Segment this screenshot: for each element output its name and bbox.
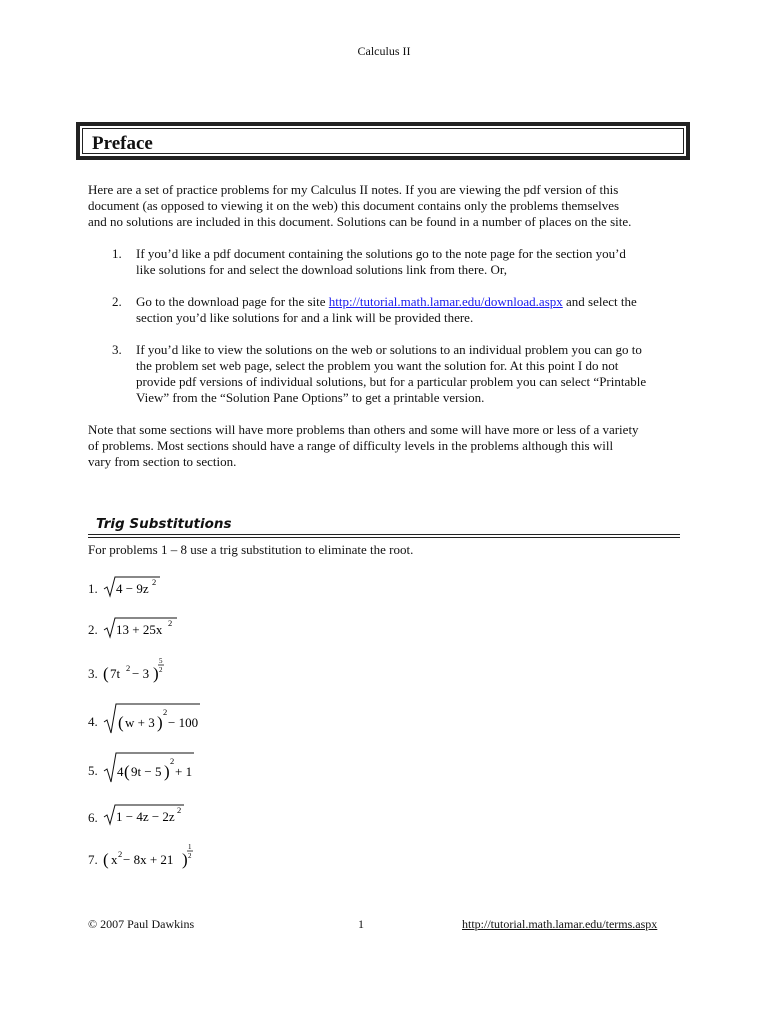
note-line: Note that some sections will have more problems than others and some will have more or less of a variety [88, 422, 639, 437]
download-link[interactable]: http://tutorial.math.lamar.edu/download.aspx [328, 294, 563, 309]
section-rule [88, 534, 680, 535]
problem-1-exponent: 2 [152, 577, 157, 587]
problem-number: 7. [88, 852, 98, 867]
problem-5-tail: + 1 [175, 764, 193, 779]
problem-7-exp-denominator: 2 [188, 852, 192, 860]
list-item-line: provide pdf versions of individual solutions, but for a particular problem you can select “Printable [136, 374, 647, 389]
list-item-line: like solutions for and select the download solutions link from there. Or, [136, 262, 507, 277]
problem-4-exponent: 2 [163, 707, 168, 717]
close-paren: ) [164, 762, 170, 781]
problem-2-radicand: 13 + 25x [116, 622, 163, 637]
intro-line: document (as opposed to viewing it on the web) this document contains only the problems themselves [88, 198, 620, 213]
footer-terms-link[interactable]: http://tutorial.math.lamar.edu/terms.aspx [462, 917, 658, 931]
problem-7-exp-numerator: 1 [188, 843, 192, 851]
problem-number: 6. [88, 810, 98, 825]
problem-3-base: 7t [110, 666, 121, 681]
footer-page-number: 1 [358, 917, 364, 931]
open-paren: ( [124, 762, 130, 781]
list-item-line: the problem set web page, select the problem you want the solution for. At this point I do not [136, 358, 619, 373]
problem-3-tail: − 3 [132, 666, 150, 681]
problem-1-expression [102, 574, 222, 600]
list-item-text: Go to the download page for the site [136, 294, 329, 309]
open-paren: ( [103, 850, 109, 869]
intro-line: and no solutions are included in this document. Solutions can be found in a number of places on the site. [88, 214, 632, 229]
problem-number: 5. [88, 763, 98, 778]
list-item-line: section you’d like solutions for and a link will be provided there. [136, 310, 474, 325]
problem-2-expression [102, 615, 222, 641]
note-paragraph [88, 422, 688, 470]
problem-4-expression [102, 700, 222, 736]
problem-3-expression [102, 654, 222, 686]
list-item-line [136, 294, 686, 310]
note-line: vary from section to section. [88, 454, 237, 469]
problem-1-radicand: 4 − 9z [116, 581, 149, 596]
footer-copyright: © 2007 Paul Dawkins [88, 917, 195, 931]
close-paren: ) [157, 713, 163, 732]
list-item [136, 246, 686, 278]
list-item-number: 1. [112, 246, 122, 261]
problem-4-tail: − 100 [168, 715, 199, 730]
list-item-number: 3. [112, 342, 122, 357]
list-item-line: If you’d like a pdf document containing the solutions go to the note page for the section you’d [136, 246, 626, 261]
problem-6-expression [102, 802, 222, 828]
problem-7-expression [102, 840, 222, 872]
problem-6-radicand: 1 − 4z − 2z [116, 809, 175, 824]
problem-7-tail: − 8x + 21 [123, 852, 174, 867]
problem-number: 3. [88, 666, 98, 681]
list-item-text: and select the [562, 294, 637, 309]
list-item [136, 342, 686, 406]
section-rule [88, 537, 680, 538]
section-instructions: For problems 1 – 8 use a trig substitution to eliminate the root. [88, 542, 414, 557]
problem-3-exp-numerator: 5 [159, 657, 163, 665]
problem-7-base: x [111, 852, 118, 867]
close-paren: ) [153, 664, 159, 683]
problem-number: 4. [88, 714, 98, 729]
problem-5-inner: 9t − 5 [131, 764, 162, 779]
problem-number: 1. [88, 581, 98, 596]
problem-3-exp-denominator: 2 [159, 666, 163, 674]
list-item-line: View” from the “Solution Pane Options” to get a printable version. [136, 390, 485, 405]
list-item-line: If you’d like to view the solutions on the web or solutions to an individual problem you can go to [136, 342, 642, 357]
intro-line: Here are a set of practice problems for my Calculus II notes. If you are viewing the pdf version of this [88, 182, 619, 197]
intro-paragraph [88, 182, 688, 230]
open-paren: ( [118, 713, 124, 732]
problem-7-base-exponent: 2 [118, 849, 123, 859]
problem-3-base-exponent: 2 [126, 663, 131, 673]
problem-2-exponent: 2 [168, 618, 173, 628]
note-line: of problems. Most sections should have a range of difficulty levels in the problems although this will [88, 438, 614, 453]
problem-5-exponent: 2 [170, 756, 175, 766]
problem-4-inner: w + 3 [125, 715, 155, 730]
list-item [136, 294, 686, 326]
problem-6-exponent: 2 [177, 805, 182, 815]
preface-title: Preface [92, 133, 153, 154]
section-heading: Trig Substitutions [96, 516, 232, 532]
close-paren: ) [182, 850, 188, 869]
page-header: Calculus II [357, 44, 411, 58]
preface-title-box [76, 122, 690, 160]
list-item-number: 2. [112, 294, 122, 309]
problem-5-lead: 4 [117, 764, 124, 779]
problem-5-expression [102, 749, 222, 785]
open-paren: ( [103, 664, 109, 683]
problem-number: 2. [88, 622, 98, 637]
